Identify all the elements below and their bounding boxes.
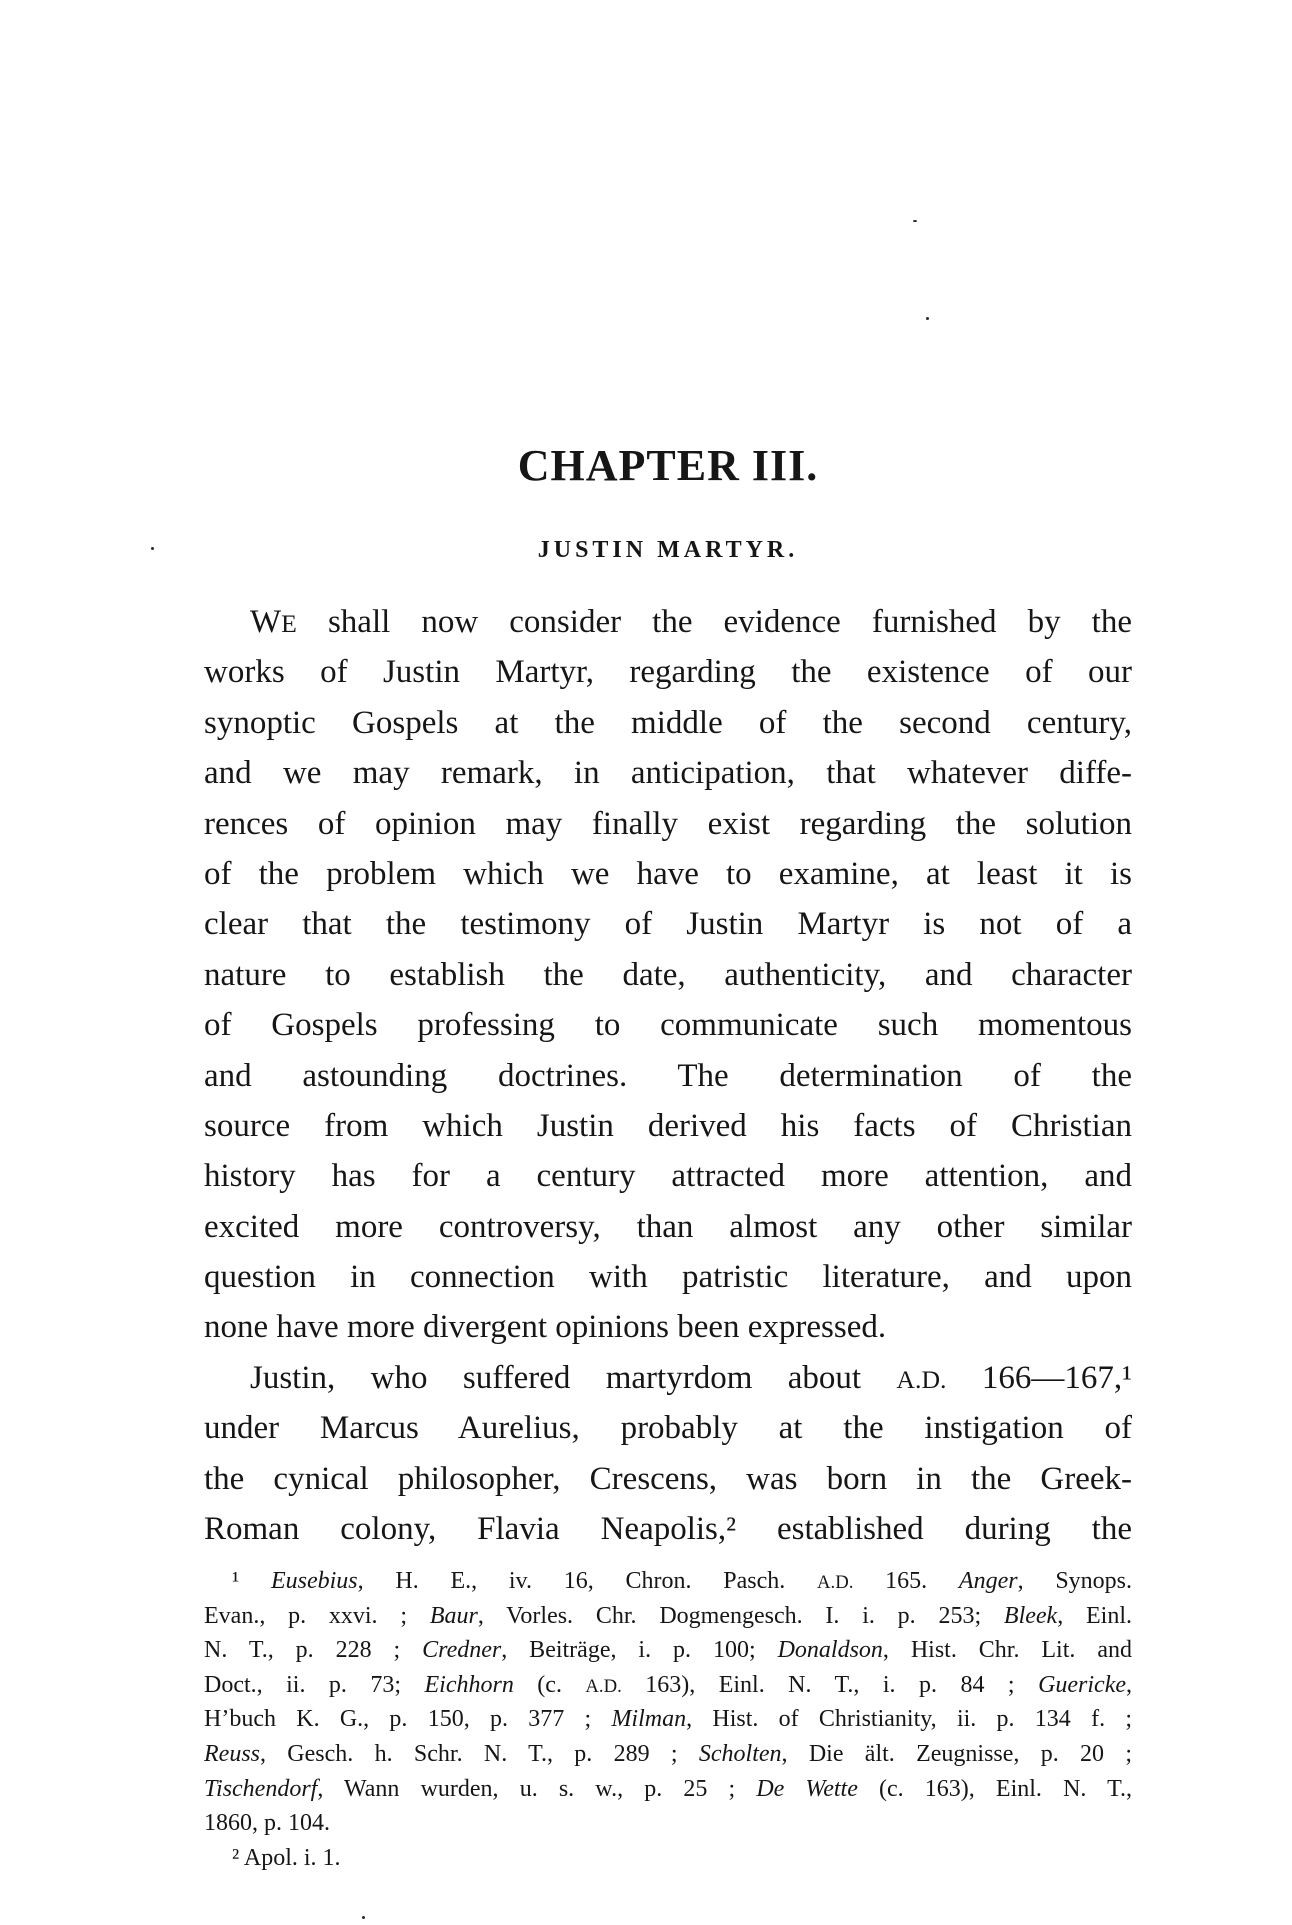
- body-line: and astounding doctrines. The determination of the: [204, 1057, 1132, 1094]
- footnote-line: N. T., p. 228 ; Credner, Beiträge, i. p. 100; Donaldson, Hist. Chr. Lit. and: [204, 1637, 1132, 1664]
- body-line: source from which Justin derived his facts of Christian: [204, 1107, 1132, 1144]
- text-block: [204, 0, 1132, 1925]
- body-line: none have more divergent opinions been expressed.: [204, 1309, 887, 1346]
- body-line: synoptic Gospels at the middle of the second century,: [204, 704, 1132, 741]
- body-line: history has for a century attracted more attention, and: [204, 1158, 1132, 1195]
- body-line: WE shall now consider the evidence furnished by the: [250, 604, 1132, 640]
- body-line: works of Justin Martyr, regarding the existence of our: [204, 654, 1132, 691]
- chapter-heading: CHAPTER III.: [517, 441, 819, 490]
- body-line: rences of opinion may finally exist regarding the solution: [204, 805, 1132, 842]
- body-line: the cynical philosopher, Crescens, was born in the Greek-: [204, 1460, 1132, 1497]
- body-line: and we may remark, in anticipation, that whatever diffe-: [204, 755, 1132, 792]
- body-line: nature to establish the date, authenticity, and character: [204, 956, 1132, 993]
- body-line: under Marcus Aurelius, probably at the instigation of: [204, 1410, 1132, 1447]
- body-line: of Gospels professing to communicate such momentous: [204, 1007, 1132, 1044]
- footnote-line: Evan., p. xxvi. ; Baur, Vorles. Chr. Dogmengesch. I. i. p. 253; Bleek, Einl.: [204, 1602, 1132, 1629]
- footnote-line: ¹ Eusebius, H. E., iv. 16, Chron. Pasch. A.D. 165. Anger, Synops.: [232, 1568, 1132, 1594]
- footnote-line: Reuss, Gesch. h. Schr. N. T., p. 289 ; Scholten, Die ält. Zeugnisse, p. 20 ;: [204, 1740, 1132, 1767]
- body-line: excited more controversy, than almost any other similar: [204, 1208, 1132, 1245]
- scan-speck: [151, 547, 154, 550]
- footnote-line: Tischendorf, Wann wurden, u. s. w., p. 25 ; De Wette (c. 163), Einl. N. T.,: [204, 1775, 1132, 1802]
- body-line: Roman colony, Flavia Neapolis,² established during the: [204, 1511, 1132, 1548]
- footnote-line: 1860, p. 104.: [204, 1810, 330, 1837]
- footnote-line: ² Apol. i. 1.: [232, 1844, 341, 1871]
- footnotes: [204, 1564, 1132, 1875]
- footnote-line: Doct., ii. p. 73; Eichhorn (c. A.D. 163), Einl. N. T., i. p. 84 ; Guericke,: [204, 1671, 1132, 1698]
- body-line: Justin, who suffered martyrdom about A.D. 166—167,¹: [250, 1359, 1132, 1396]
- body-line: clear that the testimony of Justin Martyr is not of a: [204, 906, 1132, 943]
- section-heading: JUSTIN MARTYR.: [537, 537, 799, 563]
- body-text: [204, 597, 1132, 1554]
- body-line: of the problem which we have to examine, at least it is: [204, 855, 1132, 892]
- footnote-line: H’buch K. G., p. 150, p. 377 ; Milman, Hist. of Christianity, ii. p. 134 f. ;: [204, 1706, 1132, 1733]
- body-line: question in connection with patristic literature, and upon: [204, 1259, 1132, 1296]
